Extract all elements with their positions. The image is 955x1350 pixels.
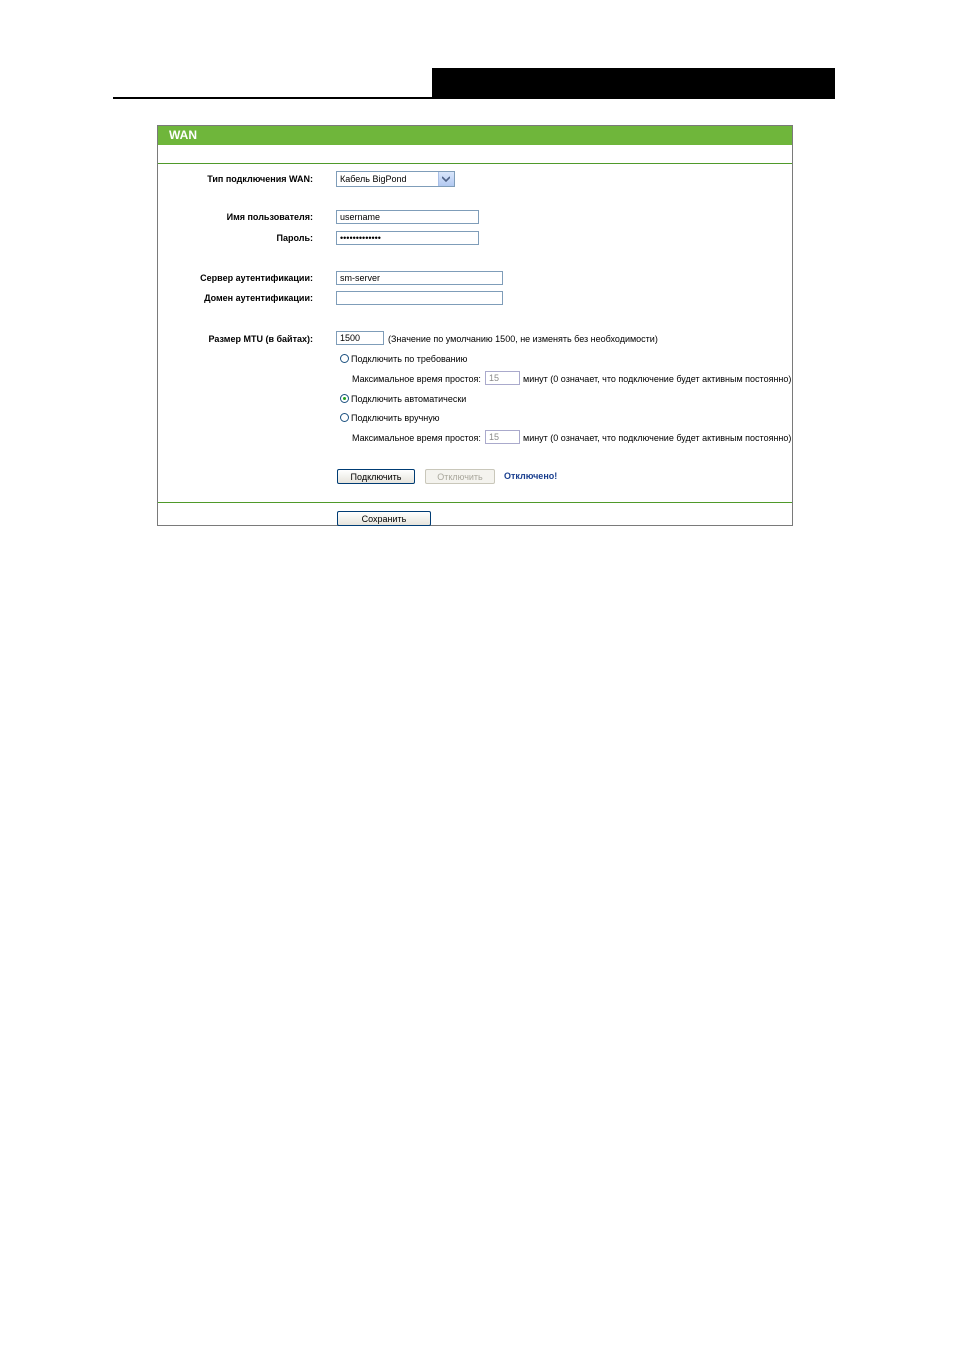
- idle-time-input-2[interactable]: [485, 430, 520, 444]
- username-input[interactable]: [336, 210, 479, 224]
- username-label: Имя пользователя:: [226, 212, 313, 222]
- idle-time-label-1: Максимальное время простоя:: [352, 374, 481, 384]
- document-header-rule: [113, 97, 835, 99]
- password-label: Пароль:: [276, 233, 313, 243]
- divider-bottom: [158, 502, 792, 503]
- manual-connect-label: Подключить вручную: [351, 413, 440, 423]
- auto-connect-radio[interactable]: [340, 394, 349, 403]
- mtu-input[interactable]: [336, 331, 384, 345]
- connection-status: Отключено!: [504, 471, 558, 481]
- connect-button[interactable]: Подключить: [337, 469, 415, 484]
- wan-type-label: Тип подключения WAN:: [207, 174, 313, 184]
- chevron-down-icon[interactable]: [438, 172, 454, 186]
- wan-type-value: Кабель BigPond: [340, 174, 407, 184]
- idle-time-suffix-1: минут (0 означает, что подключение будет активным постоянно): [523, 374, 792, 384]
- wan-type-select[interactable]: [336, 171, 455, 187]
- auto-connect-label: Подключить автоматически: [351, 394, 467, 404]
- save-button[interactable]: Сохранить: [337, 511, 431, 526]
- divider-top: [158, 163, 792, 164]
- on-demand-label: Подключить по требованию: [351, 354, 468, 364]
- wan-settings-panel: [157, 125, 793, 526]
- panel-title: WAN: [158, 126, 792, 145]
- disconnect-button[interactable]: Отключить: [425, 469, 495, 484]
- mtu-label: Размер MTU (в байтах):: [208, 334, 313, 344]
- auth-domain-label: Домен аутентификации:: [204, 293, 313, 303]
- password-input[interactable]: [336, 231, 479, 245]
- auth-server-input[interactable]: [336, 271, 503, 285]
- idle-time-label-2: Максимальное время простоя:: [352, 433, 481, 443]
- on-demand-radio[interactable]: [340, 354, 349, 363]
- auth-server-label: Сервер аутентификации:: [200, 273, 313, 283]
- manual-connect-radio[interactable]: [340, 413, 349, 422]
- mtu-hint: (Значение по умолчанию 1500, не изменять без необходимости): [388, 334, 658, 344]
- auth-domain-input[interactable]: [336, 291, 503, 305]
- idle-time-suffix-2: минут (0 означает, что подключение будет активным постоянно): [523, 433, 792, 443]
- idle-time-input-1[interactable]: [485, 371, 520, 385]
- document-header-bar: [432, 68, 835, 99]
